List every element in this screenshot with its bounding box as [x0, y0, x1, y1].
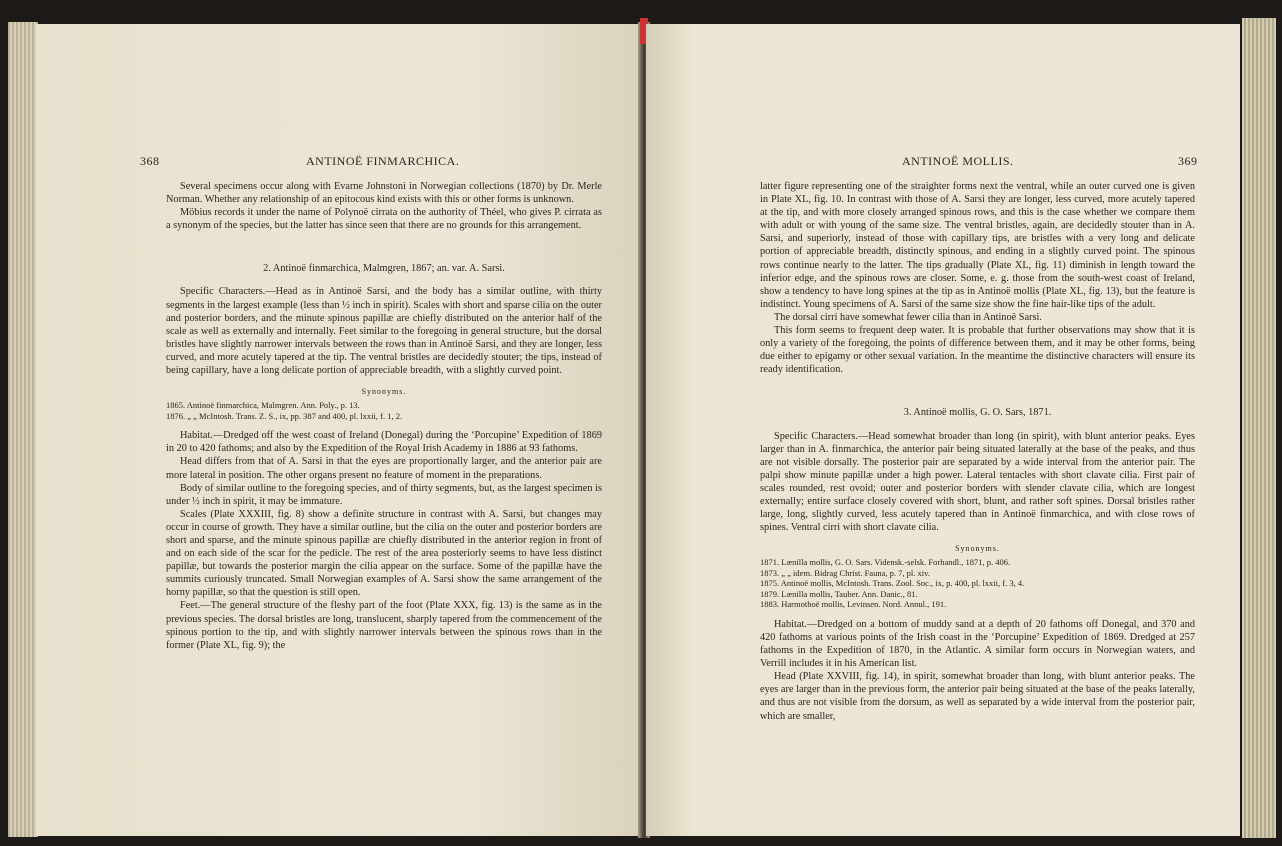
paragraph: This form seems to frequent deep water. It is probable that further observations may show that it is only a variety of the foregoing, the points of difference between them, and it may be other forms, being due either to epigamy or other sexual variation. In the meantime the distinctive characters will ensure its ready identification. [760, 325, 1195, 376]
synonyms-heading: Synonyms. [955, 544, 1000, 554]
paragraph: Feet.—The general structure of the fleshy part of the foot (Plate XXX, fig. 13) is the same as in the previous species. The dorsal bristles are long, translucent, sharply tapered from the commencement of the spinous portion to the tip, and with slightly narrower intervals between the spinous rows than in the former (Plate XL, fig. 9); the [166, 600, 602, 651]
section-heading: 3. Antinoë mollis, G. O. Sars, 1871. [903, 407, 1052, 419]
synonyms-heading: Synonyms. [361, 387, 407, 397]
left-page-number: 368 [140, 154, 160, 168]
right-running-head: ANTINOË MOLLIS. [902, 154, 1014, 168]
synonym-entry: 1879. Lænilla mollis, Tauber. Ann. Danic., 81. [760, 588, 918, 599]
paragraph: latter figure representing one of the straighter forms next the ventral, while an outer curved one is given in Plate XL, fig. 10. In contrast with those of A. Sarsi they are longer, less curved, more acutely tapered at the tip, and with more closely arranged spinous rows, and this is the case whether we compare them with adult or with young of the same size. The ventral bristles, again, are decidedly stouter than in A. Sarsi, and superiorly, instead of those with capillary tips, are bristles with a very long and delicate portion of appreciable breadth, distinctly spinous, and ending in a slightly curved point. The spinous rows continue nearly to the latter. The tips gradually (Plate XL, fig. 11) diminish in length toward the inferior edge, and the spinous rows are closer. Some, e. g. those from the south-west coast of Ireland, show a tendency to have long spines at the tip as in Antinoë mollis (Plate XL, fig. 13), but the feature is indistinct. Young specimens of A. Sarsi of the same size show the fine hair-like tips of the adult. [760, 181, 1195, 310]
paragraph: Habitat.—Dredged on a bottom of muddy sand at a depth of 20 fathoms off Donegal, and 370 and 420 fathoms at various points of the Irish coast in the ‘Porcupine’ Expedition of 1869. Dredged at 257 fathoms in the Expedition of 1870, in the Atlantic. A similar form occurs in Norwegian waters, and Verrill includes it in his American list. [760, 618, 1195, 670]
right-page-edges [1242, 18, 1276, 838]
paragraph: Habitat.—Dredged off the west coast of Ireland (Donegal) during the ‘Porcupine’ Expedition of 1869 in 20 to 420 fathoms; and also by the Expedition of the Royal Irish Academy in 1886 at 93 fathoms. [166, 430, 602, 455]
right-page [646, 24, 1240, 836]
right-page-body [760, 180, 1195, 723]
left-running-head: ANTINOË FINMARCHICA. [306, 154, 460, 168]
left-page-body [166, 180, 602, 652]
synonym-entry: 1883. Harmothoë mollis, Levinsen. Nord. Annul., 191. [760, 599, 947, 610]
paragraph: Several specimens occur along with Evarne Johnstoni in Norwegian collections (1870) by Dr. Merle Norman. Whether any relationship of an epitocous kind exists with this or other forms is unknown. [166, 181, 602, 206]
paragraph: Scales (Plate XXXIII, fig. 8) show a definite structure in contrast with A. Sarsi, but changes may occur in course of growth. They have a similar outline, but the cilia on the outer and posterior borders are short and sparse, and the minute spinous papillæ are chiefly distributed in the anterior region in front of and on each side of the scar for the pedicle. The rest of the area posteriorly seems to have less distinct papillæ, but towards the posterior margin the cilia appear on the surface. Some of the papillæ have the summits curiously truncated. Small Norwegian examples of A. Sarsi show the same arrangement of the horny papillæ, so that the question is still open. [166, 508, 602, 599]
paragraph: Specific Characters.—Head as in Antinoë Sarsi, and the body has a similar outline, with thirty segments in the largest example (less than ½ inch in spirit). Scales with short and sparse cilia on the outer and posterior borders, and the minute spinous papillæ are chiefly distributed on the anterior half of the scale as well as externally and internally. Feet similar to the foregoing in general structure, but the dorsal bristles have slightly narrower intervals between the rows than in Antinoë Sarsi, and they are longer, less curved, and more acutely tapered at the tip. The ventral bristles are decidedly stouter; the tips, instead of being capillary, have a long delicate portion of appreciable breadth, with a slightly curved point. [166, 286, 602, 377]
paragraph: Specific Characters.—Head somewhat broader than long (in spirit), with blunt anterior peaks. Eyes larger than in A. finmarchica, the anterior pair being situated laterally at the base of the peaks, and thus are not visible dorsally. The posterior pair are separated by a wide interval from the anterior pair. The palpi show minute papillæ under a high power. Lateral tentacles with short clavate cilia. First pair of scales rounded, rest ovoid; outer and posterior borders with slender clavate cilia, which are longest externally; entire surface closely covered with short, blunt, and rather soft spines. Dorsal bristles rather large, long, slightly curved, less acutely tapered than in Antinoë finmarchica, and with close rows of spines. Ventral cirri with short clavate cilia. [760, 430, 1195, 534]
synonym-entry: 1876. „ „ McIntosh. Trans. Z. S., ix, pp. 387 and 400, pl. lxxii, f. 1, 2. [166, 410, 403, 421]
left-page-edges [8, 22, 38, 837]
paragraph: Head (Plate XXVIII, fig. 14), in spirit, somewhat broader than long, with blunt anterior peaks. The eyes are larger than in the previous form, the anterior pair being situated at the base of the peaks laterally, and thus are not visible from the dorsum, as well as separated by a wide interval from the posterior pair, which are smaller, [760, 671, 1195, 722]
left-page [36, 24, 642, 836]
paragraph: Body of similar outline to the foregoing species, and of thirty segments, but, as the largest specimen is under ½ inch in spirit, it may be immature. [166, 482, 602, 507]
paragraph: Head differs from that of A. Sarsi in that the eyes are proportionally larger, and the anterior pair are more lateral in position. The other organs present no feature of moment in the preparations. [166, 456, 602, 481]
synonym-entry: 1875. Antinoë mollis, McIntosh. Trans. Zool. Soc., ix, p. 400, pl. lxxii, f. 3, 4. [760, 578, 1025, 589]
synonym-entry: 1871. Lænilla mollis, G. O. Sars. Vidensk.-selsk. Forhandl., 1871, p. 406. [760, 557, 1011, 568]
right-page-number: 369 [1178, 154, 1198, 168]
synonym-entry: 1873. „ „ idem. Bidrag Christ. Fauna, p. 7, pl. xiv. [760, 567, 930, 578]
paragraph: Möbius records it under the name of Polynoë cirrata on the authority of Théel, who gives P. cirrata as a synonym of the species, but the latter has since seen that there are no grounds for this arrangement. [166, 207, 602, 232]
paragraph: The dorsal cirri have somewhat fewer cilia than in Antinoë Sarsi. [774, 311, 1042, 323]
synonym-entry: 1865. Antinoë finmarchica, Malmgren. Ann. Poly., p. 13. [166, 400, 360, 411]
section-heading: 2. Antinoë finmarchica, Malmgren, 1867; an. var. A. Sarsi. [263, 263, 505, 275]
